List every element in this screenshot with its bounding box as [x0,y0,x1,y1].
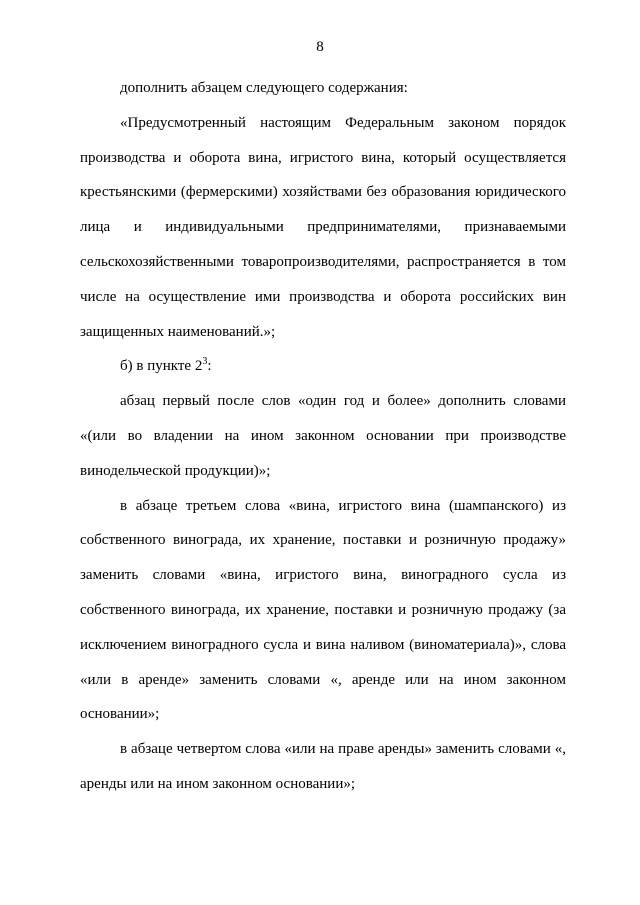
paragraph-quote: «Предусмотренный настоящим Федеральным законом порядок производства и оборота вина, игристого вина, который осуществляется крестьянскими (фермерскими) хозяйствами без образования юридического лица и индивидуальными предпринимателями, признаваемыми сельскохозяйственными товаропроизводителями, распространяется в том числе на осуществление ими производства и оборота российских вин защищенных наименований.»; [80,114,566,340]
paragraph-intro: дополнить абзацем следующего содержания: [120,80,408,96]
subitem-b-superscript: 3 [202,356,208,368]
paragraph-fourth-abzac: в абзаце четвертом слова «или на праве аренды» заменить словами «, аренды или на ином законном основании»; [80,741,566,792]
subitem-b-text: б) в пункте 2 [120,358,203,375]
paragraph-third-abzac: в абзаце третьем слова «вина, игристого вина (шампанского) из собственного винограда, их хранение, поставки и розничную продажу» заменить словами «вина, игристого вина, виноградного сусла из собственного винограда, их хранение, поставки и розничную продажу (за исключением виноградного сусла и вина наливом (виноматериала)», слова «или в аренде» заменить словами «, аренде или на ином законном основании»; [80,497,566,723]
subitem-b-colon: : [207,358,212,375]
document-body [80,71,566,802]
paragraph-first-abzac: абзац первый после слов «один год и более» дополнить словами «(или во владении на ином законном основании при производстве винодельческой продукции)»; [80,393,566,479]
paragraph-subitem-b [80,349,566,384]
page-number: 8 [316,39,324,55]
